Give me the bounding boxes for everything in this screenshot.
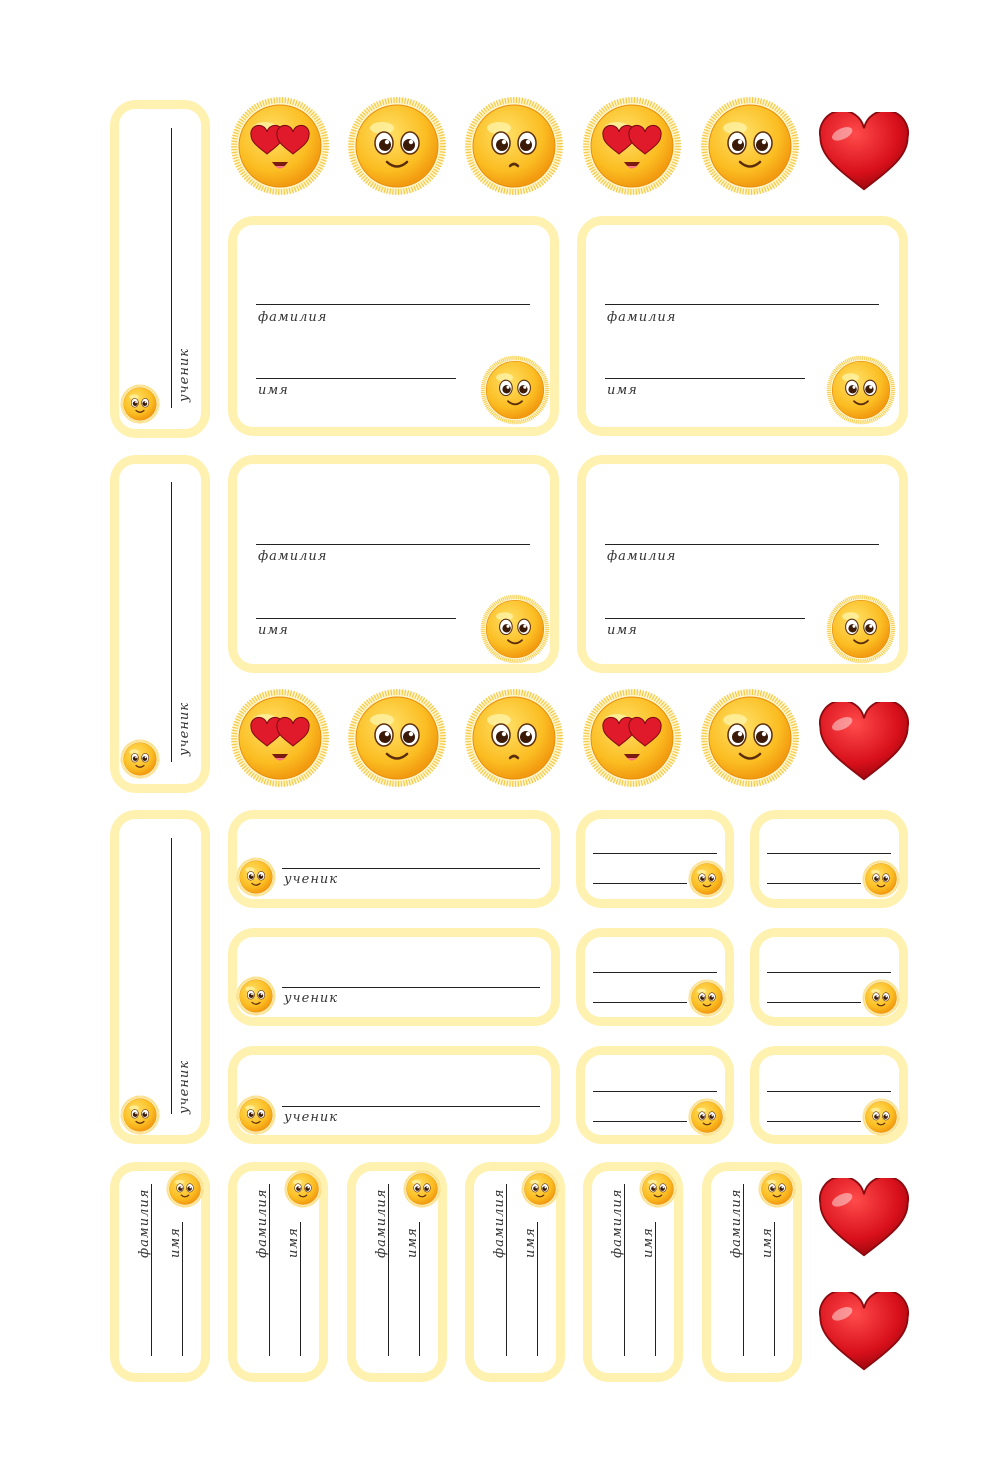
- name-caption: имя: [641, 1227, 656, 1258]
- surname-caption: фамилия: [258, 310, 328, 325]
- name-caption: имя: [258, 623, 289, 638]
- sun-heart-eyes-icon: [582, 688, 682, 788]
- heart-icon: [818, 702, 910, 782]
- sun-smile-icon: [480, 594, 550, 664]
- sun-smile-icon: [862, 979, 900, 1017]
- write-line: [767, 1091, 891, 1092]
- sun-smile-icon: [826, 594, 896, 664]
- write-line: [171, 482, 172, 762]
- sun-smile-icon: [862, 1098, 900, 1136]
- name-caption: имя: [607, 383, 638, 398]
- name-line: [605, 618, 805, 619]
- name-line: [605, 378, 805, 379]
- write-line: [767, 1002, 861, 1003]
- name-line: [256, 618, 456, 619]
- sun-smile-icon: [862, 860, 900, 898]
- student-line: [282, 987, 540, 988]
- heart-icon: [818, 1178, 910, 1258]
- heart-icon: [818, 1292, 910, 1372]
- write-line: [593, 1002, 687, 1003]
- sun-surprised-icon: [464, 96, 564, 196]
- sun-smile-icon: [284, 1170, 322, 1208]
- sun-smile-icon: [700, 96, 800, 196]
- surname-caption: фамилия: [492, 1188, 507, 1258]
- surname-caption: фамилия: [374, 1188, 389, 1258]
- name-caption: имя: [523, 1227, 538, 1258]
- write-line: [593, 883, 687, 884]
- name-caption: имя: [286, 1227, 301, 1258]
- student-line: [282, 868, 540, 869]
- sun-heart-eyes-icon: [230, 688, 330, 788]
- write-line: [171, 838, 172, 1114]
- surname-line: [256, 544, 530, 545]
- write-line: [767, 883, 861, 884]
- vertical-name-label: [110, 810, 210, 1144]
- sun-smile-icon: [403, 1170, 441, 1208]
- write-line: [767, 1121, 861, 1122]
- surname-caption: фамилия: [607, 549, 677, 564]
- surname-caption: фамилия: [729, 1188, 744, 1258]
- surname-caption: фамилия: [255, 1188, 270, 1258]
- student-label-wide: [228, 928, 560, 1026]
- sun-smile-icon: [639, 1170, 677, 1208]
- surname-caption: фамилия: [258, 549, 328, 564]
- student-caption: ученик: [284, 1110, 339, 1125]
- sun-surprised-icon: [464, 688, 564, 788]
- sun-smile-icon: [521, 1170, 559, 1208]
- sun-smile-icon: [120, 1095, 160, 1135]
- name-caption: имя: [760, 1227, 775, 1258]
- student-caption: ученик: [284, 872, 339, 887]
- student-label-wide: [228, 810, 560, 908]
- sun-heart-eyes-icon: [582, 96, 682, 196]
- sun-heart-eyes-icon: [230, 96, 330, 196]
- student-caption: ученик: [177, 347, 192, 402]
- student-label-wide: [228, 1046, 560, 1144]
- write-line: [593, 1091, 717, 1092]
- sun-smile-icon: [347, 96, 447, 196]
- write-line: [171, 128, 172, 408]
- write-line: [593, 853, 717, 854]
- student-line: [282, 1106, 540, 1107]
- sun-smile-icon: [236, 1095, 276, 1135]
- sun-smile-icon: [166, 1170, 204, 1208]
- write-line: [767, 853, 891, 854]
- write-line: [767, 972, 891, 973]
- surname-caption: фамилия: [607, 310, 677, 325]
- sun-smile-icon: [758, 1170, 796, 1208]
- student-caption: ученик: [177, 701, 192, 756]
- surname-line: [256, 304, 530, 305]
- heart-icon: [818, 112, 910, 192]
- surname-caption: фамилия: [610, 1188, 625, 1258]
- sun-smile-icon: [236, 857, 276, 897]
- surname-line: [605, 304, 879, 305]
- name-caption: имя: [168, 1227, 183, 1258]
- write-line: [593, 972, 717, 973]
- write-line: [593, 1121, 687, 1122]
- student-caption: ученик: [177, 1059, 192, 1114]
- surname-line: [605, 544, 879, 545]
- sun-smile-icon: [826, 355, 896, 425]
- sun-smile-icon: [688, 1098, 726, 1136]
- name-caption: имя: [405, 1227, 420, 1258]
- sun-smile-icon: [236, 976, 276, 1016]
- name-line: [256, 378, 456, 379]
- sun-smile-icon: [347, 688, 447, 788]
- surname-caption: фамилия: [137, 1188, 152, 1258]
- name-caption: имя: [607, 623, 638, 638]
- student-caption: ученик: [284, 991, 339, 1006]
- sun-smile-icon: [120, 739, 160, 779]
- sun-smile-icon: [688, 860, 726, 898]
- sun-smile-icon: [688, 979, 726, 1017]
- name-caption: имя: [258, 383, 289, 398]
- sun-smile-icon: [480, 355, 550, 425]
- sun-smile-icon: [700, 688, 800, 788]
- sun-smile-icon: [120, 384, 160, 424]
